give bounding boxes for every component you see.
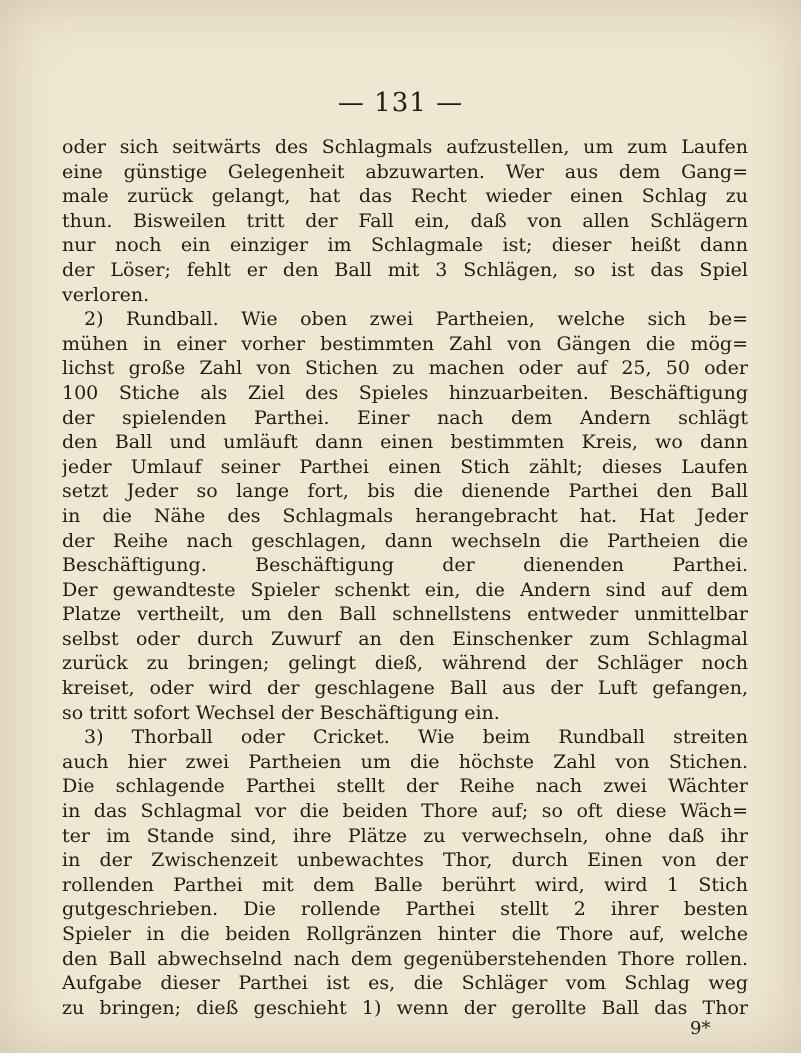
text-line: so tritt sofort Wechsel der Beschäftigung ein. [62, 701, 500, 724]
text-line: Spieler in die beiden Rollgränzen hinter die Thore auf, welche [62, 923, 748, 945]
page-number: — 131 — [337, 88, 464, 118]
text-line: jeder Umlauf seiner Parthei einen Stich zählt; dieses Laufen [62, 455, 748, 478]
text-line: gutgeschrieben. Die rollende Parthei stellt 2 ihrer besten [62, 898, 748, 921]
text-line: den Ball und umläuft dann einen bestimmten Kreis, wo dann [62, 431, 748, 454]
text-line: 3) Thorball oder Cricket. Wie beim Rundball streiten [84, 726, 748, 749]
body-text [62, 135, 748, 1020]
text-line: ter im Stande sind, ihre Plätze zu verwechseln, ohne daß ihr [62, 824, 748, 847]
text-line: oder sich seitwärts des Schlagmals aufzustellen, um zum Laufen [62, 136, 748, 158]
text-line: mühen in einer vorher bestimmten Zahl von Gängen die mög= [62, 332, 748, 355]
text-line: verloren. [62, 283, 150, 306]
signature-mark: 9* [690, 1018, 711, 1039]
text-line: 2) Rundball. Wie oben zwei Partheien, welche sich be= [84, 308, 748, 331]
text-line: in der Zwischenzeit unbewachtes Thor, durch Einen von der [62, 849, 748, 872]
text-line: eine günstige Gelegenheit abzuwarten. Wer aus dem Gang= [62, 160, 748, 183]
text-line: nur noch ein einziger im Schlagmale ist; dieser heißt dann [62, 234, 748, 257]
text-line: 100 Stiche als Ziel des Spieles hinzuarbeiten. Beschäftigung [62, 381, 748, 404]
text-line: kreiset, oder wird der geschlagene Ball aus der Luft gefangen, [62, 677, 748, 700]
text-line: Beschäftigung. Beschäftigung der dienenden Parthei. [62, 554, 748, 577]
text-line: Die schlagende Parthei stellt der Reihe nach zwei Wächter [62, 775, 748, 798]
text-line: der spielenden Parthei. Einer nach dem Andern schlägt [62, 406, 748, 429]
text-line: den Ball abwechselnd nach dem gegenüberstehenden Thore rollen. [62, 947, 748, 970]
text-line: auch hier zwei Partheien um die höchste Zahl von Stichen. [62, 750, 748, 773]
text-line: setzt Jeder so lange fort, bis die dienende Parthei den Ball [62, 480, 748, 503]
text-line: Der gewandteste Spieler schenkt ein, die Andern sind auf dem [62, 578, 748, 601]
text-line: der Reihe nach geschlagen, dann wechseln die Partheien die [62, 529, 748, 552]
text-line: zurück zu bringen; gelingt dieß, während der Schläger noch [62, 652, 748, 675]
text-line: male zurück gelangt, hat das Recht wieder einen Schlag zu [62, 185, 748, 208]
text-line: lichst große Zahl von Stichen zu machen oder auf 25, 50 oder [62, 357, 748, 380]
text-line: in das Schlagmal vor die beiden Thore auf; so oft diese Wäch= [62, 800, 748, 823]
text-line: selbst oder durch Zuwurf an den Einschenker zum Schlagmal [62, 627, 748, 650]
text-line: der Löser; fehlt er den Ball mit 3 Schlägen, so ist das Spiel [62, 258, 748, 281]
text-line: thun. Bisweilen tritt der Fall ein, daß von allen Schlägern [62, 209, 748, 232]
text-line: in die Nähe des Schlagmals herangebracht hat. Hat Jeder [62, 504, 748, 527]
text-line: Aufgabe dieser Parthei ist es, die Schläger vom Schlag weg [62, 972, 748, 995]
text-line: zu bringen; dieß geschieht 1) wenn der gerollte Ball das Thor [62, 996, 748, 1019]
text-line: Platze vertheilt, um den Ball schnellstens entweder unmittelbar [62, 603, 748, 626]
text-line: rollenden Parthei mit dem Balle berührt wird, wird 1 Stich [62, 873, 748, 896]
